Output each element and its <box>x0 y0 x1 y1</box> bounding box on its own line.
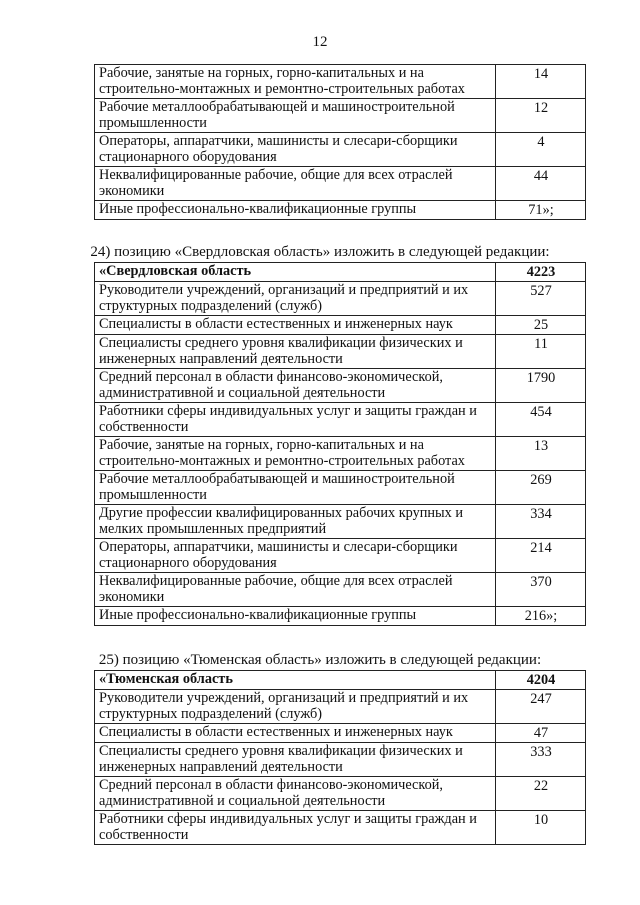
row-value: 47 <box>496 724 586 743</box>
section-25-heading: 25) позицию «Тюменская область» изложить в следующей редакции: <box>98 652 542 668</box>
row-value: 10 <box>496 811 586 845</box>
row-value: 454 <box>496 403 586 437</box>
row-value: 22 <box>496 777 586 811</box>
row-label: Средний персонал в области финансово-экономической, административной и социальной деятельности <box>95 369 496 403</box>
row-label: Работники сферы индивидуальных услуг и защиты граждан и собственности <box>95 403 496 437</box>
row-value: 71»; <box>496 201 586 220</box>
table-row <box>95 607 586 626</box>
row-label: Другие профессии квалифицированных рабочих крупных и мелких промышленных предприятий <box>95 505 496 539</box>
region-name: «Свердловская область <box>95 263 496 282</box>
row-label: Рабочие металлообрабатывающей и машиностроительной промышленности <box>95 471 496 505</box>
row-label: Рабочие металлообрабатывающей и машиностроительной промышленности <box>95 99 496 133</box>
table-row <box>95 573 586 607</box>
region-name: «Тюменская область <box>95 671 496 690</box>
row-label: Специалисты среднего уровня квалификации физических и инженерных направлений деятельности <box>95 743 496 777</box>
table-row <box>95 724 586 743</box>
row-label: Руководители учреждений, организаций и предприятий и их структурных подразделений (служб) <box>95 690 496 724</box>
row-value: 370 <box>496 573 586 607</box>
row-value: 13 <box>496 437 586 471</box>
row-label: Специалисты среднего уровня квалификации физических и инженерных направлений деятельности <box>95 335 496 369</box>
table-sverdlovsk <box>94 262 586 626</box>
row-label: Работники сферы индивидуальных услуг и защиты граждан и собственности <box>95 811 496 845</box>
table-row <box>95 690 586 724</box>
table-row <box>95 811 586 845</box>
row-value: 269 <box>496 471 586 505</box>
table-header-row <box>95 263 586 282</box>
table-row <box>95 369 586 403</box>
row-value: 11 <box>496 335 586 369</box>
table-row <box>95 316 586 335</box>
table-header-row <box>95 671 586 690</box>
row-label: Неквалифицированные рабочие, общие для всех отраслей экономики <box>95 167 496 201</box>
table-tyumen <box>94 670 586 845</box>
table-row <box>95 777 586 811</box>
table-row <box>95 201 586 220</box>
row-value: 334 <box>496 505 586 539</box>
region-total: 4204 <box>496 671 586 690</box>
row-value: 214 <box>496 539 586 573</box>
row-label: Рабочие, занятые на горных, горно-капитальных и на строительно-монтажных и ремонтно-строительных работах <box>95 437 496 471</box>
row-value: 527 <box>496 282 586 316</box>
row-value: 247 <box>496 690 586 724</box>
table-row <box>95 743 586 777</box>
row-label: Неквалифицированные рабочие, общие для всех отраслей экономики <box>95 573 496 607</box>
table-row <box>95 539 586 573</box>
table-row <box>95 403 586 437</box>
row-value: 216»; <box>496 607 586 626</box>
row-value: 14 <box>496 65 586 99</box>
row-label: Иные профессионально-квалификационные группы <box>95 607 496 626</box>
row-label: Руководители учреждений, организаций и предприятий и их структурных подразделений (служб) <box>95 282 496 316</box>
row-label: Операторы, аппаратчики, машинисты и слесари-сборщики стационарного оборудования <box>95 539 496 573</box>
section-24-heading: 24) позицию «Свердловская область» изложить в следующей редакции: <box>90 244 550 260</box>
table-row <box>95 167 586 201</box>
table-row <box>95 505 586 539</box>
row-value: 25 <box>496 316 586 335</box>
row-label: Специалисты в области естественных и инженерных наук <box>95 724 496 743</box>
row-label: Иные профессионально-квалификационные группы <box>95 201 496 220</box>
row-label: Операторы, аппаратчики, машинисты и слесари-сборщики стационарного оборудования <box>95 133 496 167</box>
row-value: 1790 <box>496 369 586 403</box>
table-row <box>95 65 586 99</box>
row-label: Специалисты в области естественных и инженерных наук <box>95 316 496 335</box>
row-value: 333 <box>496 743 586 777</box>
table-row <box>95 282 586 316</box>
table-row <box>95 437 586 471</box>
row-label: Рабочие, занятые на горных, горно-капитальных и на строительно-монтажных и ремонтно-строительных работах <box>95 65 496 99</box>
page-number: 12 <box>312 34 328 50</box>
row-label: Средний персонал в области финансово-экономической, административной и социальной деятельности <box>95 777 496 811</box>
region-total: 4223 <box>496 263 586 282</box>
table-row <box>95 133 586 167</box>
table-row <box>95 335 586 369</box>
row-value: 44 <box>496 167 586 201</box>
row-value: 12 <box>496 99 586 133</box>
table-row <box>95 471 586 505</box>
table-row <box>95 99 586 133</box>
row-value: 4 <box>496 133 586 167</box>
table-continuation <box>94 64 586 220</box>
